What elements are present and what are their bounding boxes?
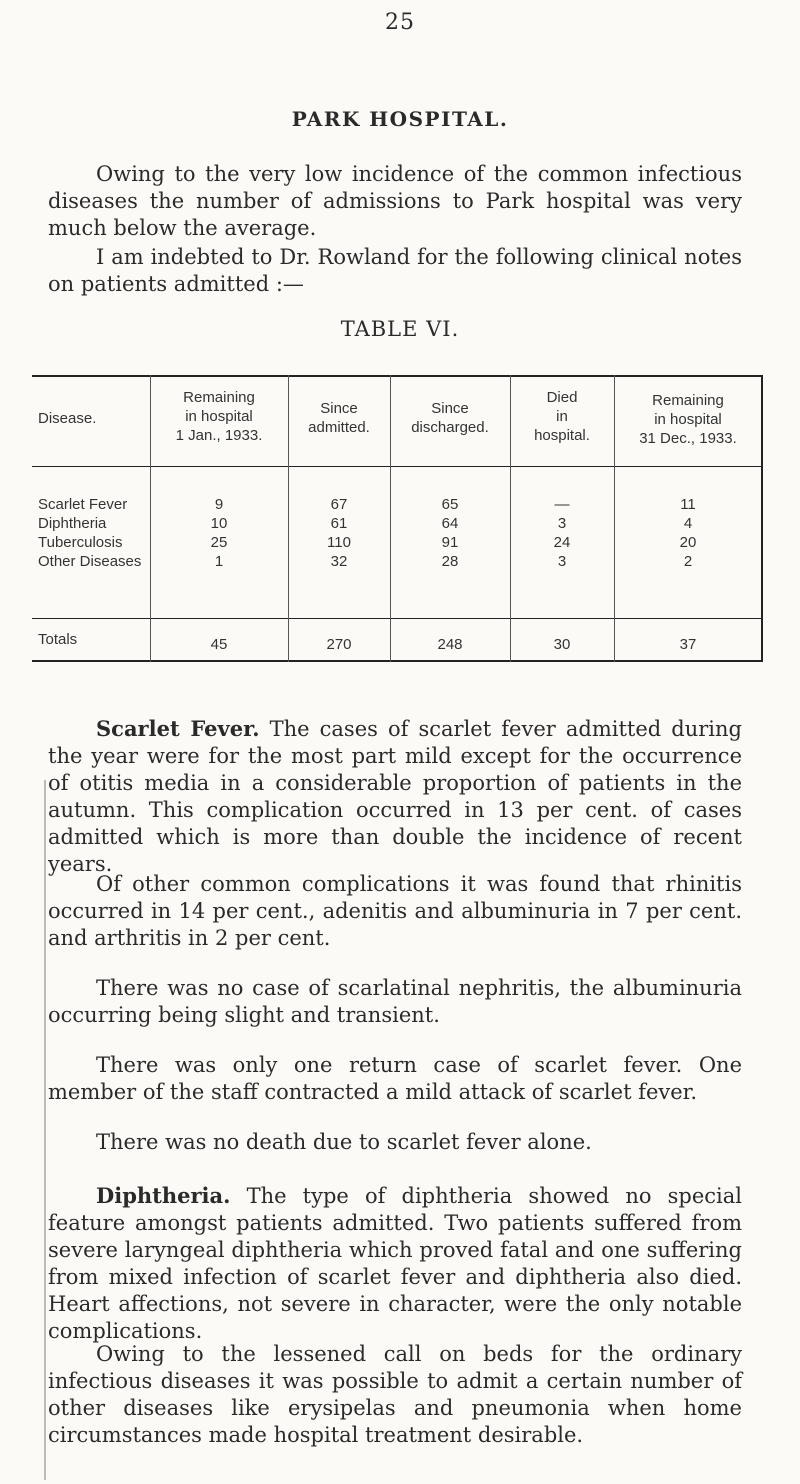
header-remaining-end-line3: 31 Dec., 1933. <box>639 430 737 447</box>
scarlet-text-1: The cases of scarlet fever admitted during the year were for the most part mild except for the occurrence of otitis media in a considerable proportion of patients in the autumn. This complication occurred in 13 per cent. of cases admitted which is more than double the incidence of recent years. <box>48 717 742 876</box>
header-died <box>510 388 614 445</box>
admissions-table <box>32 375 762 765</box>
header-remaining-start <box>150 388 288 445</box>
header-discharged-line1: Since <box>431 400 469 417</box>
row-discharged: 91 <box>441 534 459 551</box>
intro-paragraph-2: I am indebted to Dr. Rowland for the following clinical notes on patients admitted :— <box>48 245 742 296</box>
table-header-rule <box>32 466 762 467</box>
row-remaining-end: 20 <box>679 534 697 551</box>
header-died-line2: in <box>556 408 568 425</box>
diphtheria-text-1: The type of diphtheria showed no special feature amongst patients admitted. Two patients suffered from severe laryngeal diphtheria which proved fatal and one suffering from mixed infection of scarlet fever and diphtheria also died. Heart affections, not severe in character, were the only notable complications. <box>48 1184 742 1343</box>
header-died-line3: hospital. <box>534 427 590 444</box>
diphtheria-paragraph-1 <box>48 1182 742 1345</box>
header-remaining-start-line1: Remaining <box>183 389 255 406</box>
totals-remaining-start: 45 <box>210 636 228 653</box>
totals-label: Totals <box>38 631 78 648</box>
row-died: 3 <box>557 553 567 570</box>
row-admitted: 61 <box>330 515 348 532</box>
header-admitted-line2: admitted. <box>308 419 370 436</box>
scarlet-paragraph-5: There was no death due to scarlet fever alone. <box>96 1130 592 1154</box>
totals-admitted: 270 <box>326 636 352 653</box>
row-discharged: 28 <box>441 553 459 570</box>
header-disease: Disease. <box>38 410 97 427</box>
row-remaining-start: 9 <box>214 496 224 513</box>
header-died-line1: Died <box>546 389 578 406</box>
row-remaining-start: 25 <box>210 534 228 551</box>
header-remaining-start-line2: in hospital <box>185 408 253 425</box>
scarlet-heading: Scarlet Fever. <box>96 716 260 741</box>
row-discharged: 64 <box>441 515 459 532</box>
header-admitted <box>288 399 390 437</box>
scarlet-paragraph-1 <box>48 715 742 878</box>
row-disease: Scarlet Fever <box>38 496 128 513</box>
header-remaining-end <box>614 391 762 448</box>
totals-discharged: 248 <box>437 636 463 653</box>
header-discharged-line2: discharged. <box>411 419 489 436</box>
row-disease: Tuberculosis <box>38 534 123 551</box>
row-admitted: 32 <box>330 553 348 570</box>
totals-remaining-end: 37 <box>679 636 697 653</box>
totals-died: 30 <box>553 636 571 653</box>
row-disease: Other Diseases <box>38 553 142 570</box>
table-totals-rule <box>32 618 762 619</box>
header-remaining-end-line1: Remaining <box>652 392 724 409</box>
header-remaining-end-line2: in hospital <box>654 411 722 428</box>
row-remaining-start: 10 <box>210 515 228 532</box>
header-remaining-start-line3: 1 Jan., 1933. <box>175 427 263 444</box>
scarlet-paragraph-4: There was only one return case of scarlet fever. One member of the staff contracted a mild attack of scarlet fever. <box>48 1053 742 1104</box>
header-discharged <box>390 399 510 437</box>
row-died: — <box>554 496 570 513</box>
intro-paragraph-1: Owing to the very low incidence of the common infectious diseases the number of admissions to Park hospital was very much below the average. <box>48 162 742 240</box>
row-admitted: 110 <box>327 534 351 551</box>
row-remaining-end: 4 <box>683 515 693 532</box>
row-remaining-end: 2 <box>683 553 693 570</box>
row-remaining-start: 1 <box>214 553 224 570</box>
diphtheria-paragraph-2: Owing to the lessened call on beds for the ordinary infectious diseases it was possible to admit a certain number of other diseases like erysipelas and pneumonia when home circumstances made hospital treatment desirable. <box>48 1342 742 1447</box>
row-admitted: 67 <box>330 496 348 513</box>
table-bottom-rule <box>32 660 762 662</box>
row-discharged: 65 <box>441 496 459 513</box>
diphtheria-heading: Diphtheria. <box>96 1183 231 1208</box>
binding-edge-mark <box>44 780 46 1480</box>
header-admitted-line1: Since <box>320 400 358 417</box>
scarlet-paragraph-2: Of other common complications it was found that rhinitis occurred in 14 per cent., adenitis and albuminuria in 7 per cent. and arthritis in 2 per cent. <box>48 872 742 950</box>
page-number: 25 <box>385 10 415 35</box>
row-died: 3 <box>557 515 567 532</box>
table-top-rule <box>32 375 762 377</box>
row-disease: Diphtheria <box>38 515 107 532</box>
row-died: 24 <box>553 534 571 551</box>
table-title: TABLE VI. <box>340 317 460 341</box>
page-heading: PARK HOSPITAL. <box>291 107 509 131</box>
row-remaining-end: 11 <box>680 496 696 513</box>
scarlet-paragraph-3: There was no case of scarlatinal nephritis, the albuminuria occurring being slight and transient. <box>48 976 742 1027</box>
